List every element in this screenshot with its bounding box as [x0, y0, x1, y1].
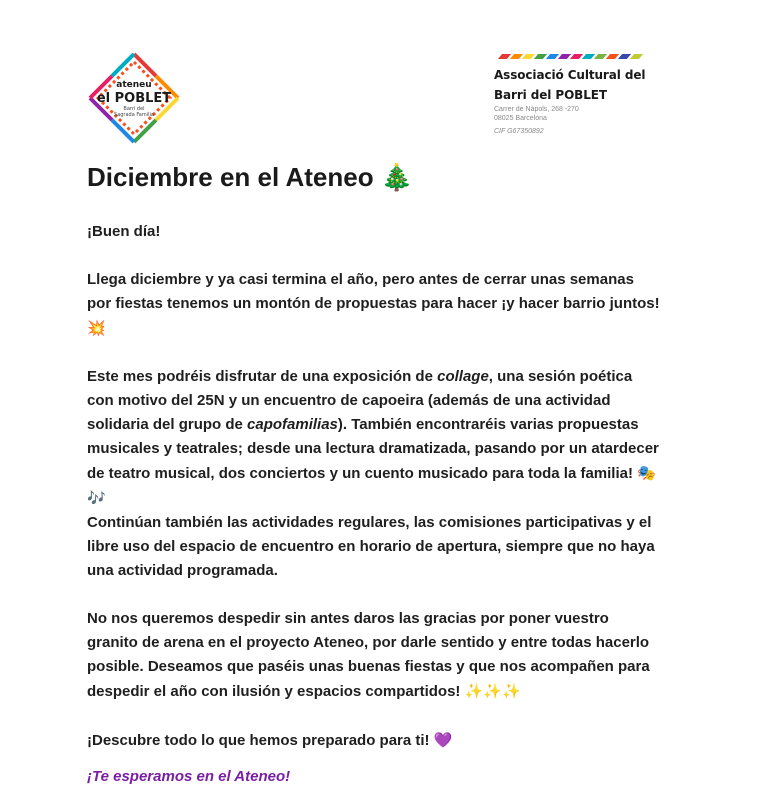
page-title [87, 160, 662, 195]
address-line1: Carrer de Nàpols, 268 -270 [494, 106, 579, 113]
ateneu-logo-line1: ateneu [116, 80, 152, 90]
discover-paragraph [87, 728, 662, 753]
christmas-tree-icon: 🎄 [380, 163, 414, 193]
events-text-1: Este mes podréis disfrutar de una exposición de [87, 368, 438, 385]
color-stripes [500, 54, 664, 62]
ateneu-logo [86, 50, 182, 146]
thanks-text: No nos queremos despedir sin antes daros las gracias por poner vuestro granito de arena en el proyecto Ateneo, por darle sentido y entre todas hacerlo posible. Deseamos que paséis unas buenas fiestas y que nos acompañen para despedir el año con ilusión y espacios compartidos! [87, 610, 650, 700]
association-logo [494, 54, 664, 138]
events-emphasis-capofamilias: capofamilias [247, 416, 338, 433]
events-text-2: , una sesión poética con motivo del 25N y un encuentro de capoeira (además de una actividad solidaria del grupo de [87, 368, 633, 433]
discover-text: ¡Descubre todo lo que hemos preparado para ti! [87, 732, 430, 749]
title-text: Diciembre en el Ateneo [87, 162, 374, 192]
collision-icon: 💥 [87, 319, 106, 337]
ateneu-logo-line3: Barri del [123, 106, 145, 112]
color-stripe [630, 54, 643, 59]
events-paragraph [87, 365, 662, 511]
association-name-line1: Associació Cultural del [494, 68, 646, 82]
intro-text: Llega diciembre y ya casi termina el año, pero antes de cerrar unas semanas por fiestas tenemos un montón de propuestas para hacer ¡y hacer barrio juntos! [87, 271, 660, 312]
ateneu-logo-line2: el POBLET [96, 91, 172, 106]
events-text-3: ). También encontraréis varias propuestas musicales y teatrales; desde una lectura dramatizada, pasando por un atardecer de teatro musical, dos conciertos y un cuento musicado para toda la familia! [87, 416, 659, 482]
newsletter-body [87, 160, 662, 789]
purple-heart-icon: 💜 [433, 731, 453, 749]
sparkles-icons: ✨✨✨ [464, 682, 521, 700]
closing-line: ¡Te esperamos en el Ateneo! [87, 768, 291, 785]
address-line2: 08025 Barcelona [494, 115, 547, 122]
events-emphasis-collage: collage [437, 368, 489, 385]
intro-paragraph [87, 268, 662, 341]
theater-music-icons: 🎭🎶 [87, 464, 656, 507]
thanks-paragraph [87, 607, 662, 704]
cif-number: CIF G67350892 [494, 128, 544, 135]
greeting: ¡Buen día! [87, 223, 161, 240]
association-name-line2: Barri del POBLET [494, 88, 607, 102]
regular-activities-paragraph: Continúan también las actividades regulares, las comisiones participativas y el libre uso del espacio de encuentro en horario de apertura, siempre que no haya una actividad programada. [87, 514, 655, 579]
ateneu-logo-line4: Sagrada Família [114, 112, 154, 118]
